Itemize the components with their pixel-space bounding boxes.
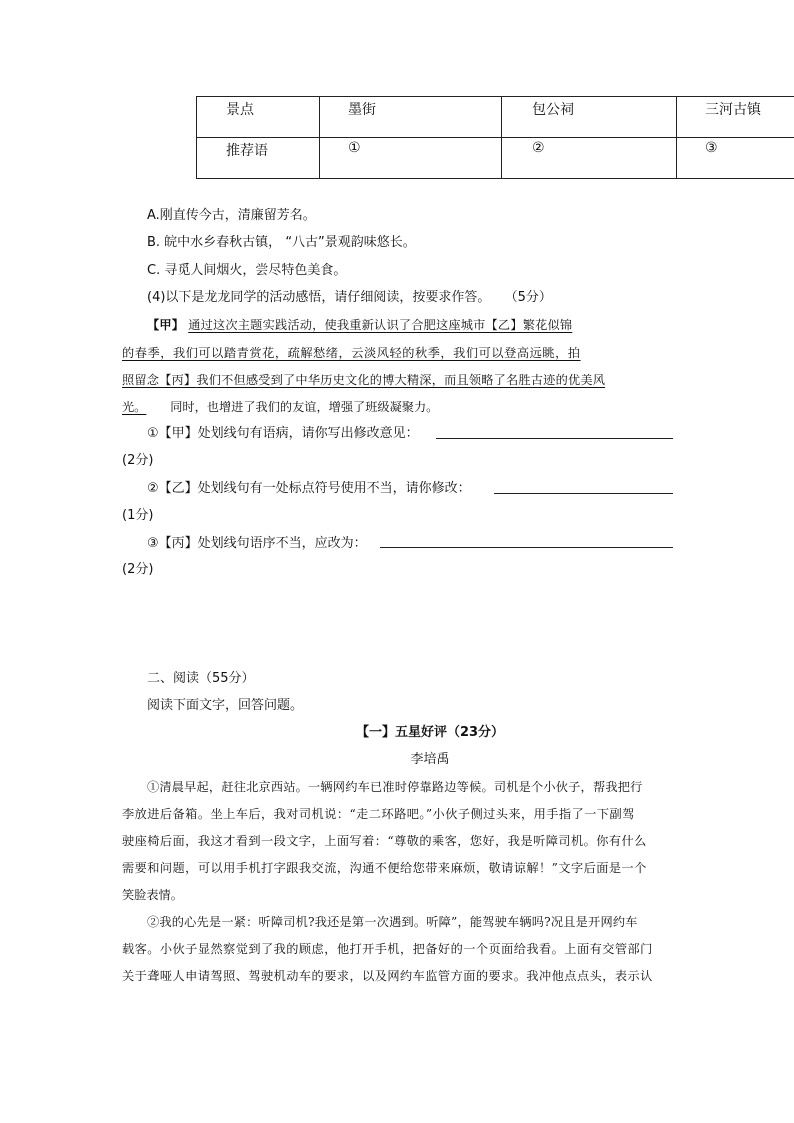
answer-line-2[interactable] [494,493,673,494]
passage-line-3 [122,370,605,390]
passage-line-2: 的春季，我们可以踏青赏花，疏解愁绪，云淡风轻的秋季，我们可以登高远眺，拍 [122,346,581,360]
option-a: A.刚直传今古，清廉留芳名。 [147,208,316,223]
table-cell: 景点 [197,97,320,138]
paragraph-1-line: 需要和问题，可以用手机打字跟我交流，沟通不便给您带来麻烦，敬请谅解！”文字后面是一个 [122,861,647,875]
article-author: 李培禹 [410,752,450,767]
paragraph-1-line: 李放进后备箱。坐上车后，我对司机说：“走二环路吧。”小伙子侧过头来，用手指了一下副驾 [122,807,635,821]
underlined-sentence-bing: 我们不但感受到了中华历史文化的博大精深，而且领略了名胜古迹的优美风 [196,373,606,387]
sub-question-3: ③【丙】处划线句语序不当，应改为： [147,536,367,551]
table-cell: ① [320,138,502,179]
table-cell: ② [502,138,677,179]
sub-question-2: ②【乙】处划线句有一处标点符号使用不当，请你修改： [147,481,471,496]
q4-prompt [147,288,552,308]
table-cell: 三河古镇 [677,97,794,138]
table-cell: 墨街 [320,97,502,138]
sub-question-1: ①【甲】处划线句有语病，请你写出修改意见： [147,426,419,441]
answer-line-1[interactable] [436,438,673,439]
marker-jia: 【甲】 [147,318,185,332]
table-cell: 包公祠 [502,97,677,138]
reading-instruction: 阅读下面文字，回答问题。 [147,698,304,713]
q4-score: （5分） [504,290,552,305]
sub-question-2-score: (1分) [122,508,154,523]
passage-tail: 同时，也增进了我们的友谊，增强了班级凝聚力。 [170,400,439,414]
section-heading: 二、阅读（55分） [147,671,255,686]
passage-line-4 [122,397,438,417]
paragraph-1-line: 驶座椅后面，我这才看到一段文字，上面写着：“尊敬的乘客，您好，我是听障司机。你有什么 [122,834,647,848]
sub-question-3-score: (2分) [122,562,154,577]
paragraph-1-line: ①清晨早起，赶往北京西站。一辆网约车已准时停靠路边等候。司机是个小伙子，帮我把行 [147,780,643,794]
option-b: B. 皖中水乡春秋古镇， “八古”景观韵味悠长。 [147,235,416,250]
article-title: 【一】五星好评（23分） [355,725,505,740]
underlined-segment: 照留念【丙】 [122,373,197,387]
table-cell: 推荐语 [197,138,320,179]
scenic-spot-table [196,96,794,179]
passage-line-1 [147,315,572,335]
table-cell: ③ [677,138,794,179]
paragraph-2-line: ②我的心先是一紧：听障司机?我还是第一次遇到。听障”，能驾驶车辆吗?况且是开网约车 [147,915,638,929]
underlined-segment-end: 光。 [122,400,147,414]
underlined-sentence-jia: 通过这次主题实践活动，使我重新认识了合肥这座城市【乙】繁花似锦 [188,318,573,332]
sub-question-1-score: (2分) [122,453,154,468]
table-header-row [197,97,794,138]
answer-line-3[interactable] [380,547,673,548]
table-row [197,138,794,179]
option-c: C. 寻觅人间烟火，尝尽特色美食。 [147,263,347,278]
q4-prompt-text: (4)以下是龙龙同学的活动感悟，请仔细阅读，按要求作答。 [147,290,491,305]
paragraph-1-line: 笑脸表情。 [122,888,183,902]
paragraph-2-line: 载客。小伙子显然察觉到了我的顾虑，他打开手机，把备好的一个页面给我看。上面有交管部门 [122,942,653,956]
paragraph-2-line: 关于聋哑人申请驾照、驾驶机动车的要求，以及网约车监管方面的要求。我冲他点点头，表示认 [122,969,653,983]
